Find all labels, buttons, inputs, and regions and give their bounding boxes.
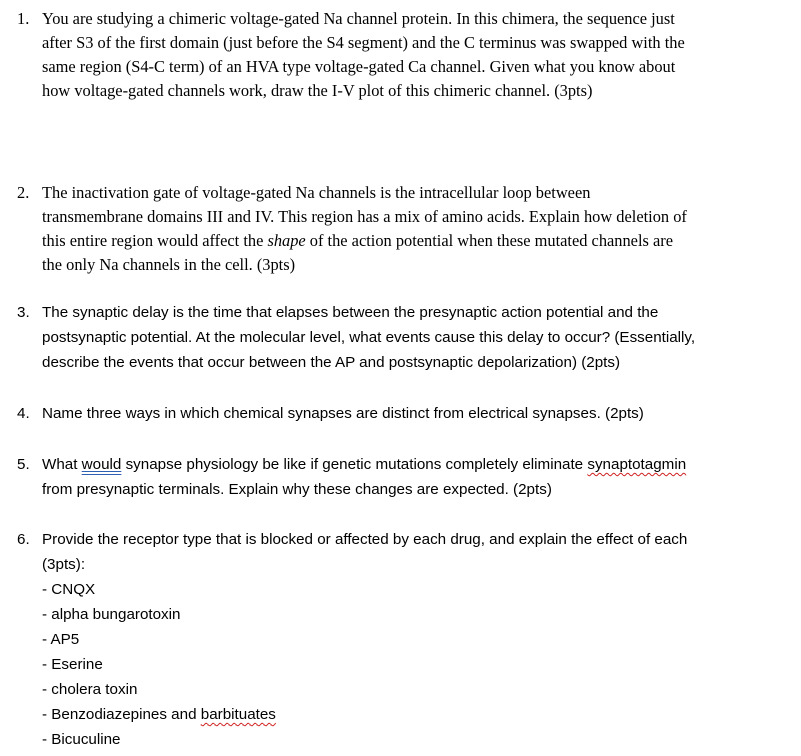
question-line: describe the events that occur between the AP and postsynaptic depolarization) (2pts) <box>42 354 621 371</box>
question-number: 4. <box>17 405 30 422</box>
question-line: The synaptic delay is the time that elapses between the presynaptic action potential and the <box>42 304 659 321</box>
emphasized-word: shape <box>267 231 306 250</box>
question-number: 6. <box>17 531 30 548</box>
question-line: You are studying a chimeric voltage-gated Na channel protein. In this chimera, the sequence just <box>42 9 675 28</box>
text-run: this entire region would affect the <box>42 231 268 250</box>
drug-list-item: - Eserine <box>42 656 103 673</box>
question-line: (3pts): <box>42 556 86 573</box>
drug-list-item: - AP5 <box>42 631 80 648</box>
drug-list-item: - CNQX <box>42 581 96 598</box>
question-text <box>42 527 787 752</box>
question-number: 5. <box>17 456 30 473</box>
question-line: from presynaptic terminals. Explain why these changes are expected. (2pts) <box>42 481 552 498</box>
question-text <box>42 300 787 375</box>
question-line: transmembrane domains III and IV. This region has a mix of amino acids. Explain how deletion of <box>42 207 687 226</box>
question-number: 2. <box>17 183 30 202</box>
question-line: Name three ways in which chemical synapses are distinct from electrical synapses. (2pts) <box>42 405 644 422</box>
question-line <box>42 229 787 253</box>
drug-list-item: - Bicuculine <box>42 731 121 748</box>
text-run: - Benzodiazepines and <box>42 706 201 723</box>
question-line: same region (S4-C term) of an HVA type voltage-gated Ca channel. Given what you know about <box>42 57 676 76</box>
text-run: synapse physiology be like if genetic mutations completely eliminate <box>121 456 588 473</box>
question-line: Provide the receptor type that is blocked or affected by each drug, and explain the effect of each <box>42 531 688 548</box>
spelling-flagged-word[interactable]: synaptotagmin <box>587 456 687 473</box>
question-text <box>42 401 787 426</box>
question-number: 3. <box>17 304 30 321</box>
drug-list-item: - alpha bungarotoxin <box>42 606 181 623</box>
question-text <box>42 452 787 502</box>
text-run: of the action potential when these mutated channels are <box>305 231 673 250</box>
grammar-flagged-word[interactable]: would <box>81 456 122 473</box>
question-line: how voltage-gated channels work, draw the I-V plot of this chimeric channel. (3pts) <box>42 81 593 100</box>
question-line <box>42 452 787 477</box>
question-text <box>42 181 787 277</box>
drug-list-item: - cholera toxin <box>42 681 138 698</box>
question-text <box>42 7 787 103</box>
question-number: 1. <box>17 9 30 28</box>
question-line: the only Na channels in the cell. (3pts) <box>42 255 296 274</box>
question-line: postsynaptic potential. At the molecular level, what events cause this delay to occur? (Essentially, <box>42 329 696 346</box>
spelling-flagged-word[interactable]: barbituates <box>200 706 276 723</box>
question-line: The inactivation gate of voltage-gated Na channels is the intracellular loop between <box>42 183 591 202</box>
drug-list-item <box>42 702 787 727</box>
text-run: What <box>42 456 82 473</box>
question-line: after S3 of the first domain (just before the S4 segment) and the C terminus was swapped with the <box>42 33 685 52</box>
